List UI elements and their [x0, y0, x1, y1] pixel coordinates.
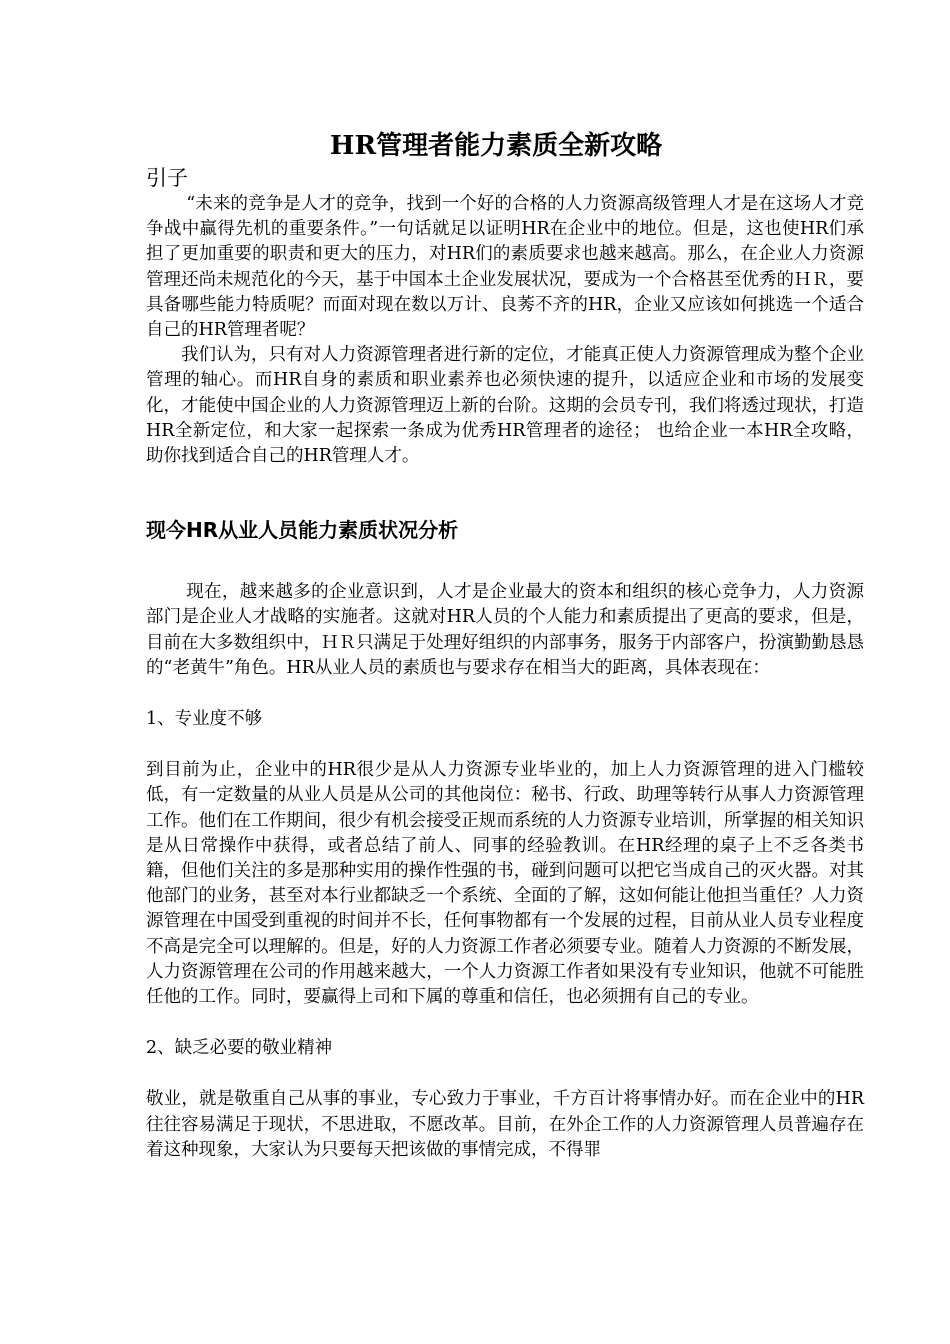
- section-heading: 现今HR从业人员能力素质状况分析: [146, 518, 459, 543]
- intro-paragraph-1: “未来的竞争是人才的竞争，找到一个好的合格的人力资源高级管理人才是在这场人才竞争战中赢得先机的重要条件。”一句话就足以证明HR在企业中的地位。但是，这也使HR们承担了更加重要的职责和更大的压力，对HR们的素质要求也越来越高。那么，在企业人力资源管理还尚未规范化的今天，基于中国本土企业发展状况，要成为一个合格甚至优秀的ＨＲ，要具备哪些能力特质呢？而面对现在数以万计、良莠不齐的HR，企业又应该如何挑选一个适合自己的HR管理者呢？: [146, 194, 864, 341]
- intro-paragraph-2: 我们认为，只有对人力资源管理者进行新的定位，才能真正使人力资源管理成为整个企业管理的轴心。而HR自身的素质和职业素养也必须快速的提升，以适应企业和市场的发展变化，才能使中国企业的人力资源管理迈上新的台阶。这期的会员专刊，我们将透过现状，打造HR全新定位，和大家一起探索一条成为优秀HR管理者的途径； 也给企业一本HR全攻略，助你找到适合自己的HR管理人才。: [146, 345, 864, 467]
- section-paragraph-1: 现在，越来越多的企业意识到，人才是企业最大的资本和组织的核心竞争力，人力资源部门是企业人才战略的实施者。这就对HR人员的个人能力和素质提出了更高的要求，但是，目前在大多数组织中，ＨＲ只满足于处理好组织的内部事务，服务于内部客户，扮演勤勤恳恳的“老黄牛”角色。HR从业人员的素质也与要求存在相当大的距离，具体表现在：: [146, 582, 864, 678]
- document-title: HR管理者能力素质全新攻略: [329, 131, 663, 161]
- item-1-heading: 1、专业度不够: [146, 709, 263, 730]
- item-2-body: 敬业，就是敬重自己从事的事业，专心致力于事业，千方百计将事情办好。而在企业中的HR往往容易满足于现状，不思进取，不愿改革。目前，在外企工作的人力资源管理人员普遍存在着这种现象，大家认为只要每天把该做的事情完成，不得罪: [146, 1089, 864, 1160]
- document-body: [146, 128, 864, 1163]
- intro-heading: 引子: [146, 166, 188, 190]
- item-2-heading: 2、缺乏必要的敬业精神: [146, 1038, 333, 1059]
- item-1-body: 到目前为止，企业中的HR很少是从人力资源专业毕业的，加上人力资源管理的进入门槛较低，有一定数量的从业人员是从公司的其他岗位：秘书、行政、助理等转行从事人力资源管理工作。他们在工作期间，很少有机会接受正规而系统的人力资源专业培训，所掌握的相关知识是从日常操作中获得，或者总结了前人、同事的经验教训。在HR经理的桌子上不乏各类书籍，但他们关注的多是那种实用的操作性强的书，碰到问题可以把它当成自己的灭火器。对其他部门的业务，甚至对本行业都缺乏一个系统、全面的了解，这如何能让他担当重任？人力资源管理在中国受到重视的时间并不长，任何事物都有一个发展的过程，目前从业人员专业程度不高是完全可以理解的。但是，好的人力资源工作者必须要专业。随着人力资源的不断发展，人力资源管理在公司的作用越来越大，一个人力资源工作者如果没有专业知识，他就不可能胜任他的工作。同时，要赢得上司和下属的尊重和信任，也必须拥有自己的专业。: [146, 760, 864, 1008]
